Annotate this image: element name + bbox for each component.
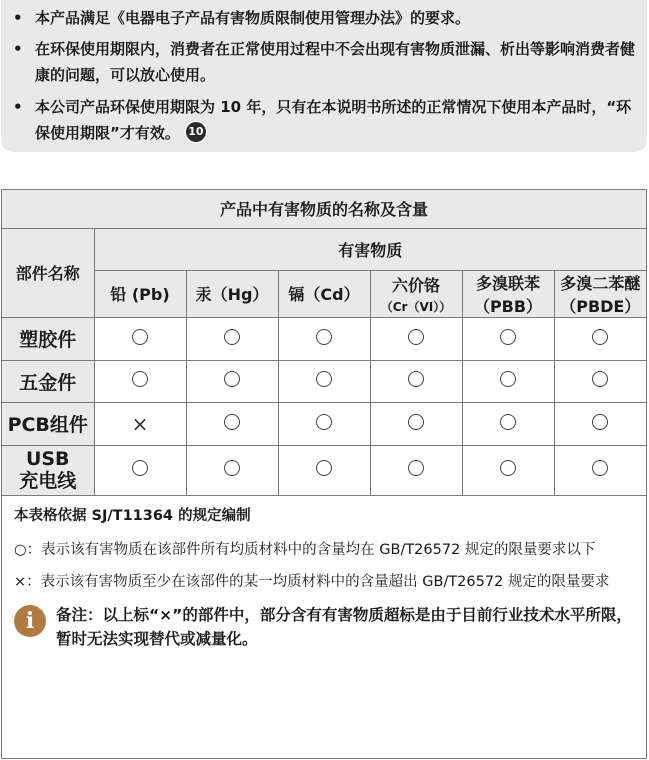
circle-mark-icon — [408, 460, 424, 476]
row-name: 五金件 — [2, 360, 94, 402]
standard-basis: 本表格依据 SJ/T11364 的规定编制 — [14, 508, 251, 524]
value-cell — [462, 360, 554, 402]
notice-item — [13, 36, 637, 88]
value-cell — [370, 402, 462, 445]
value-cell — [278, 402, 370, 445]
column-sublabel: （PBDE） — [560, 296, 641, 316]
circle-mark-icon — [408, 371, 424, 387]
info-icon: i — [14, 605, 46, 637]
environmental-notice — [1, 0, 647, 152]
table-title: 产品中有害物质的名称及含量 — [2, 190, 646, 228]
circle-mark-icon — [224, 460, 240, 476]
circle-mark-icon — [592, 460, 608, 476]
circle-mark-icon — [500, 460, 516, 476]
row-name: 塑胶件 — [2, 317, 94, 360]
table-row — [2, 402, 646, 445]
column-label: 铅 (Pb) — [110, 285, 170, 304]
circle-mark-icon — [224, 414, 240, 430]
value-cell — [94, 402, 186, 445]
column-header-pbde — [554, 270, 646, 317]
column-label: 多溴联苯 — [475, 273, 540, 293]
value-cell — [278, 445, 370, 495]
value-cell — [462, 317, 554, 360]
notice-item — [13, 5, 637, 31]
table-row — [2, 360, 646, 402]
circle-mark-icon — [500, 371, 516, 387]
row-name: PCB组件 — [2, 402, 94, 445]
row-name — [2, 445, 94, 495]
column-label: 多溴二苯醚 — [560, 273, 641, 293]
circle-mark-icon — [316, 414, 332, 430]
circle-mark-icon — [592, 371, 608, 387]
notice-text-content: 本公司产品环保使用期限为 10 年，只有在本说明书所述的正常情况下使用本产品时，“环保使用期限”才有效。 — [35, 98, 632, 142]
value-cell — [462, 445, 554, 495]
circle-mark-icon — [132, 460, 148, 476]
column-sublabel: （PBB） — [473, 296, 543, 316]
cross-mark-icon: × — [131, 411, 149, 436]
column-sublabel: （Cr（VI）） — [380, 299, 452, 314]
value-cell — [278, 360, 370, 402]
value-cell — [554, 445, 646, 495]
value-cell — [554, 402, 646, 445]
bullet: • — [13, 98, 23, 116]
column-header-pb — [94, 270, 186, 317]
row-name-line: 充电线 — [19, 470, 77, 492]
circle-mark-icon — [592, 414, 608, 430]
circle-mark-icon — [132, 371, 148, 387]
circle-mark-icon — [500, 329, 516, 345]
table-row — [2, 445, 646, 495]
eco-period-badge-icon: 10 — [184, 120, 208, 144]
circle-mark-icon — [592, 329, 608, 345]
circle-mark-icon — [316, 460, 332, 476]
value-cell — [370, 445, 462, 495]
circle-mark-icon — [408, 414, 424, 430]
hazardous-substances-table — [2, 190, 646, 496]
circle-mark-icon — [316, 329, 332, 345]
value-cell — [186, 445, 278, 495]
hazardous-substances-panel — [1, 189, 647, 759]
value-cell — [186, 317, 278, 360]
value-cell — [370, 317, 462, 360]
row-name-line: USB — [25, 448, 70, 470]
value-cell — [554, 360, 646, 402]
value-cell — [186, 402, 278, 445]
value-cell — [186, 360, 278, 402]
bullet: • — [13, 9, 23, 27]
notice-item — [13, 94, 637, 146]
value-cell — [94, 317, 186, 360]
value-cell — [554, 317, 646, 360]
value-cell — [370, 360, 462, 402]
circle-mark-icon — [408, 329, 424, 345]
value-cell — [462, 402, 554, 445]
circle-mark-icon — [316, 371, 332, 387]
column-header-cr6 — [370, 270, 462, 317]
column-label: 六价铬 — [391, 275, 440, 295]
notice-text: 本产品满足《电器电子产品有害物质限制使用管理办法》的要求。 — [35, 9, 471, 27]
table-row — [2, 317, 646, 360]
circle-legend: ○：表示该有害物质在该部件所有均质材料中的含量均在 GB/T26572 规定的限量要求以下 — [14, 542, 596, 558]
value-cell — [94, 360, 186, 402]
substance-header: 有害物质 — [94, 228, 646, 270]
circle-mark-icon — [224, 371, 240, 387]
column-label: 镉（Cd） — [288, 285, 360, 304]
column-header-hg — [186, 270, 278, 317]
remark — [14, 603, 640, 651]
column-header-pbb — [462, 270, 554, 317]
circle-mark-icon — [500, 414, 516, 430]
cross-legend: ×：表示该有害物质至少在该部件的某一均质材料中的含量超出 GB/T26572 规定的限量要求 — [14, 574, 610, 590]
remark-text: 备注：以上标“×”的部件中，部分含有有害物质超标是由于目前行业技术水平所限，暂时无法实现替代或减量化。 — [56, 606, 632, 648]
value-cell — [94, 445, 186, 495]
column-label: 汞（Hg） — [195, 285, 269, 304]
value-cell — [278, 317, 370, 360]
notice-text: 在环保使用期限内，消费者在正常使用过程中不会出现有害物质泄漏、析出等影响消费者健康的问题，可以放心使用。 — [35, 40, 636, 84]
notice-text — [35, 94, 637, 146]
circle-mark-icon — [224, 329, 240, 345]
table-notes — [14, 505, 640, 651]
bullet: • — [13, 40, 23, 58]
part-name-header: 部件名称 — [2, 228, 94, 317]
column-header-cd — [278, 270, 370, 317]
circle-mark-icon — [132, 329, 148, 345]
